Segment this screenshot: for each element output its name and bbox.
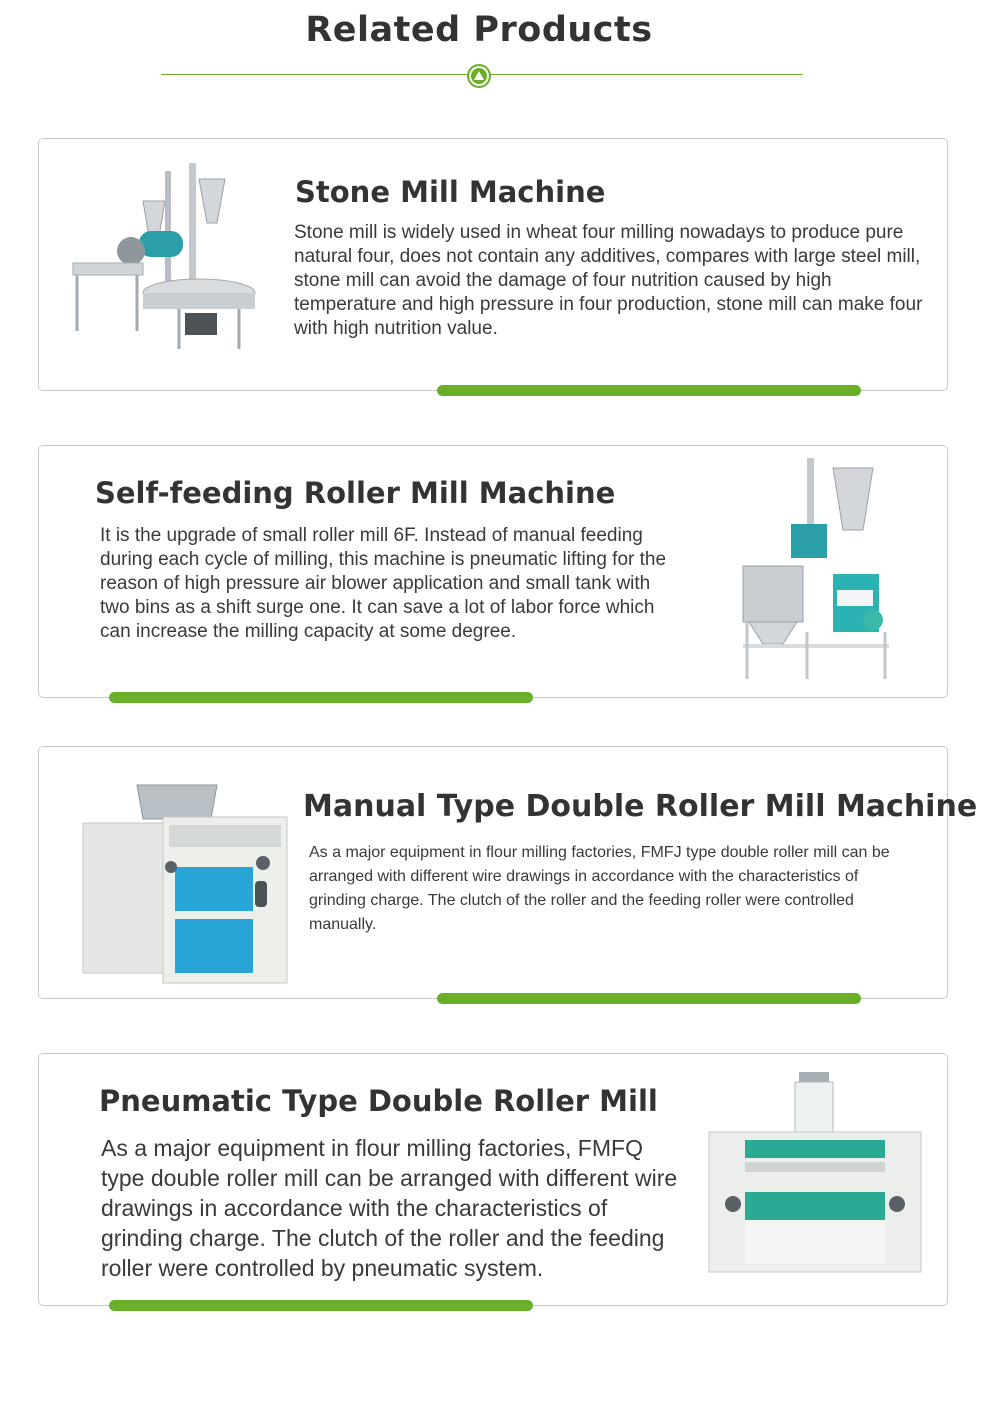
stone-mill-machine-image (69, 153, 269, 353)
product-description: Stone mill is widely used in wheat four milling nowadays to produce pure natural four, does not contain any additives, compares with large steel mill, stone mill can avoid the damage of four nutrition caused by high temperature and high pressure in four production, stone mill can make four with high nutrition value. (294, 222, 923, 339)
section-header (0, 0, 1000, 100)
manual-double-roller-mill-image (79, 771, 299, 991)
product-card-pneumatic-double-roller-mill[interactable] (38, 1053, 948, 1306)
self-feeding-roller-mill-image (737, 454, 897, 684)
accent-bar (437, 993, 861, 1004)
product-card-self-feeding-roller-mill[interactable] (38, 445, 948, 698)
product-description: It is the upgrade of small roller mill 6F. Instead of manual feeding during each cycle of milling, this machine is pneumatic lifting for the reason of high pressure air blower application and small tank with two bins as a shift surge one. It can save a lot of labor force which can increase the milling capacity at some degree. (100, 525, 667, 642)
product-title[interactable]: Pneumatic Type Double Roller Mill (99, 1084, 658, 1118)
product-card-stone-mill[interactable] (38, 138, 948, 391)
accent-bar (109, 1300, 533, 1311)
product-description: As a major equipment in flour milling factories, FMFQ type double roller mill can be arranged with different wire drawings in accordance with the characteristics of grinding charge. The clutch of the roller and the feeding roller were controlled by pneumatic system. (101, 1135, 678, 1281)
accent-bar (109, 692, 533, 703)
triangle-up-icon (467, 64, 491, 88)
pneumatic-double-roller-mill-image (705, 1068, 925, 1282)
product-description: As a major equipment in flour milling factories, FMFJ type double roller mill can be arranged with different wire drawings in accordance with the characteristics of grinding charge. The clutch of the roller and the feeding roller were controlled manually. (309, 844, 890, 933)
product-card-manual-double-roller-mill[interactable] (38, 746, 978, 999)
product-title[interactable]: Manual Type Double Roller Mill Machine (303, 789, 978, 824)
accent-bar (437, 385, 861, 396)
product-title[interactable]: Self-feeding Roller Mill Machine (95, 476, 616, 510)
section-title: Related Products (305, 10, 653, 50)
product-title[interactable]: Stone Mill Machine (295, 175, 606, 209)
